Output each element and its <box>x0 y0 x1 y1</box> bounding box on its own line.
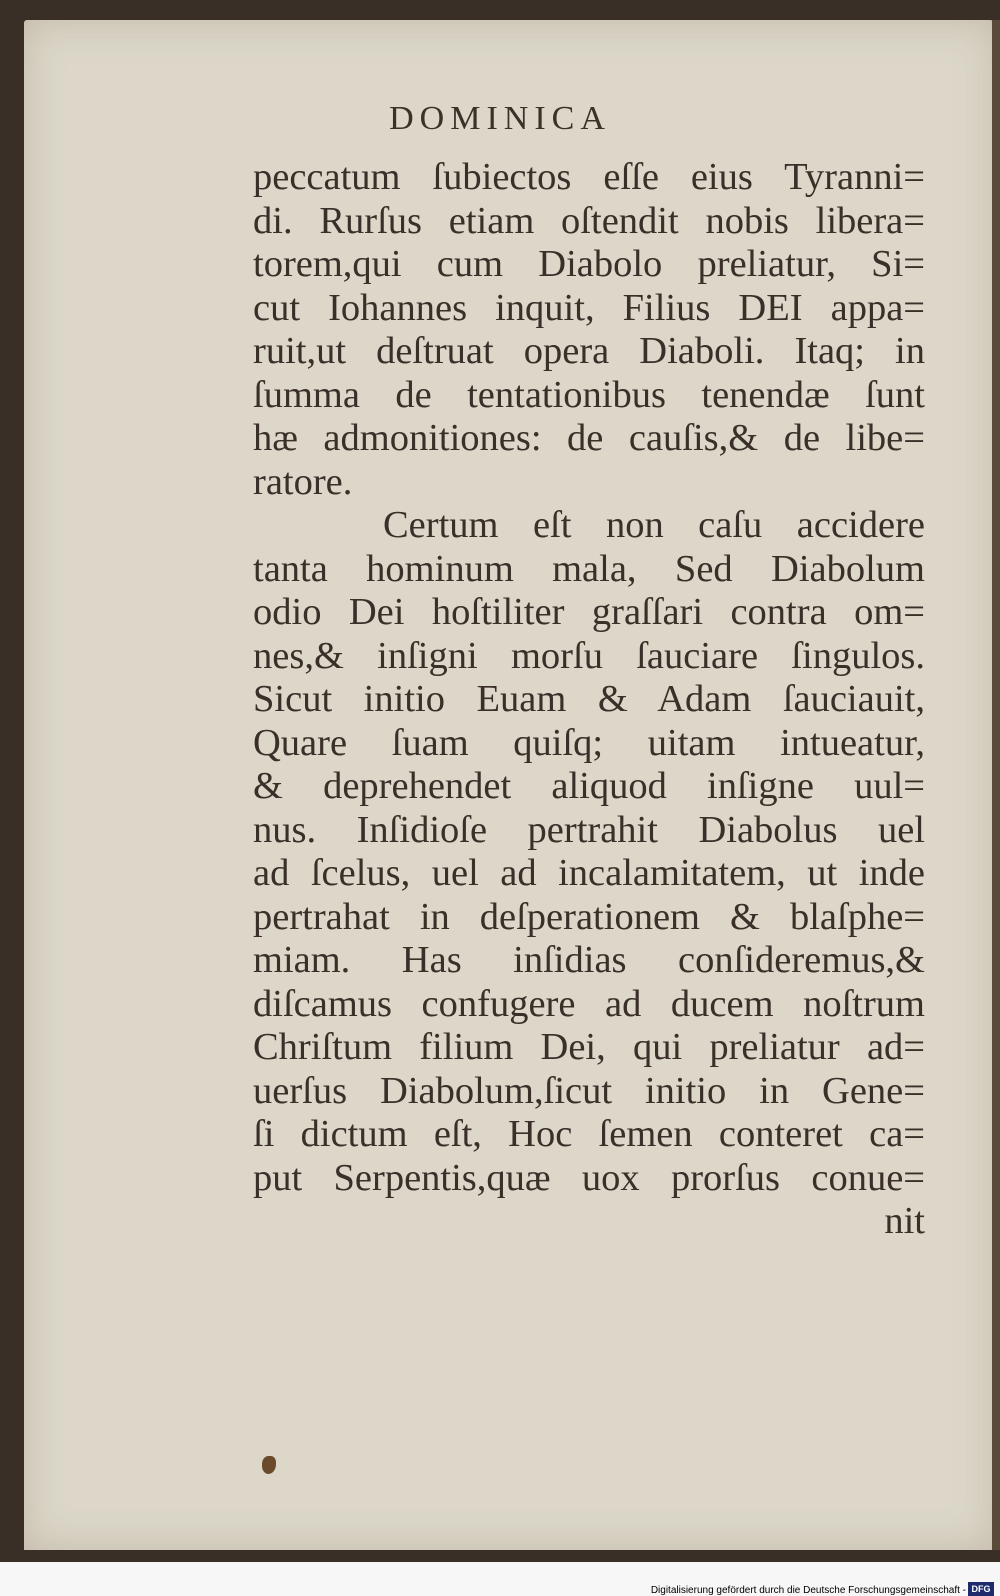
text-line: pertrahat in deſperationem & blaſphe= <box>253 895 925 938</box>
text-line: Quare ſuam quiſq; uitam intueatur, <box>253 721 925 764</box>
text-line: Sicut initio Euam & Adam ſauciauit, <box>253 678 925 720</box>
text-line: nus. Inſidioſe pertrahit Diabolus uel <box>253 808 925 851</box>
text-line: Certum eſt non caſu accidere <box>383 504 925 546</box>
text-line: ſumma de tentationibus tenendæ ſunt <box>253 373 925 416</box>
footer-credit: Digitalisierung gefördert durch die Deutsche Forschungsgemeinschaft - <box>650 1585 966 1596</box>
text-line: miam. Has inſidias conſideremus,& <box>253 939 925 981</box>
text-line: torem,qui cum Diabolo preliatur, Si= <box>253 243 925 285</box>
text-line: hæ admonitiones: de cauſis,& de libe= <box>253 417 925 459</box>
text-line: ad ſcelus, uel ad incalamitatem, ut inde <box>253 852 925 894</box>
text-line: peccatum ſubiectos eſſe eius Tyranni= <box>253 156 925 198</box>
catchword: nit <box>884 1200 925 1242</box>
text-line: Chriſtum filium Dei, qui preliatur ad= <box>253 1026 925 1068</box>
text-line: di. Rurſus etiam oſtendit nobis libera= <box>253 199 925 242</box>
text-line: odio Dei hoſtiliter graſſari contra om= <box>253 591 925 633</box>
text-line: put Serpentis,quæ uox prorſus conue= <box>253 1156 925 1199</box>
text-line: ratore. <box>253 460 353 503</box>
dfg-logo: DFG <box>968 1582 994 1596</box>
text-line: ſi dictum eſt, Hoc ſemen conteret ca= <box>253 1113 925 1155</box>
text-line: & deprehendet aliquod inſigne uul= <box>253 765 925 807</box>
text-line: nes,& inſigni morſu ſauciare ſingulos. <box>253 634 925 677</box>
text-line: uerſus Diabolum,ſicut initio in Gene= <box>253 1069 925 1112</box>
text-line: cut Iohannes inquit, Filius DEI appa= <box>253 286 925 329</box>
body-text <box>253 156 925 1244</box>
text-line: tanta hominum mala, Sed Diabolum <box>253 547 925 590</box>
running-head: DOMINICA <box>389 100 611 137</box>
page-edge <box>992 20 1000 1550</box>
text-line: ruit,ut deſtruat opera Diaboli. Itaq; in <box>253 330 925 372</box>
text-line: diſcamus confugere ad ducem noſtrum <box>253 982 925 1025</box>
